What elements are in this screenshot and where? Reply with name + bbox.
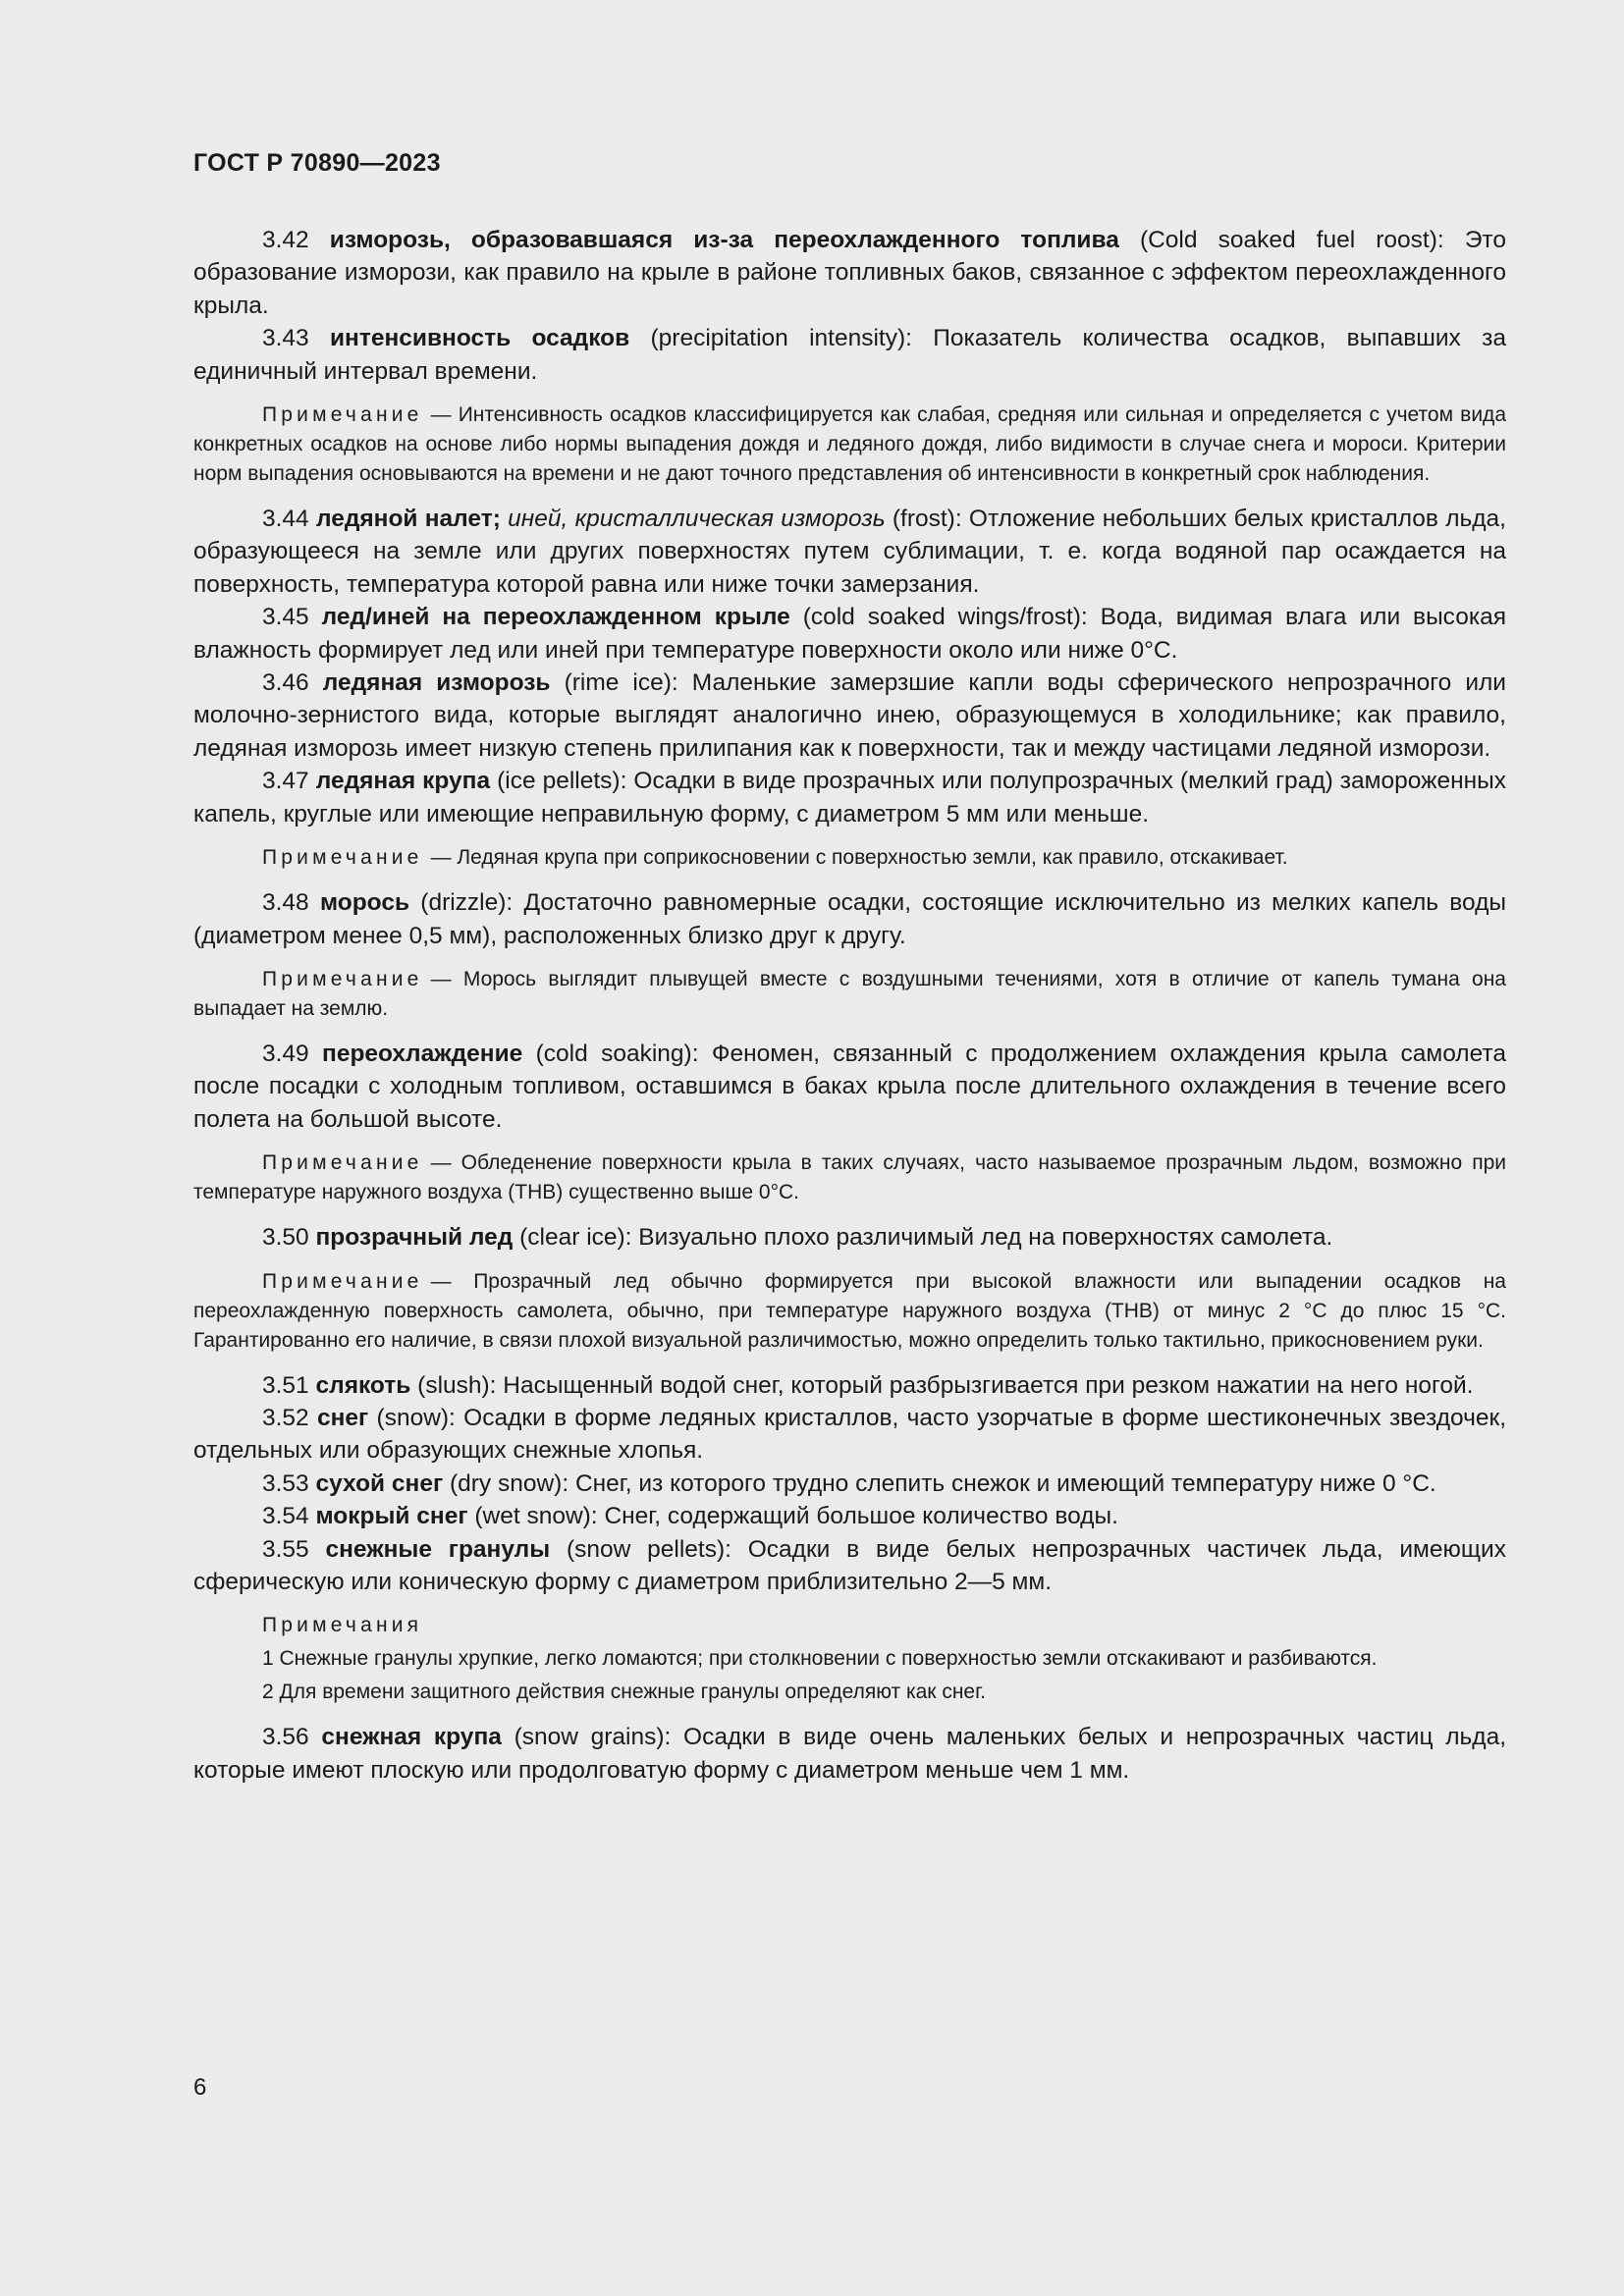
term-title: снежные гранулы	[325, 1535, 551, 1563]
term-title: сухой снег	[315, 1469, 444, 1497]
term-3-54: 3.54 мокрый снег (wet snow): Снег, содержащий большое количество воды.	[262, 1503, 1118, 1530]
note-3-49: Примечание — Обледенение поверхности крыла в таких случаях, часто называемое прозрачным льдом, возможно при температуре наружного воздуха (ТНВ) существенно выше 0°С.	[193, 1151, 1506, 1204]
note-3-50: Примечание — Прозрачный лед обычно формируется при высокой влажности или выпадении осадков на переохлажденную поверхность самолета, обычно, при температуре наружного воздуха (ТНВ) от минус 2 °С до плюс 15 °С. Гарантированно его наличие, в связи плохой визуальной различимостью, можно определить только тактильно, прикосновением руки.	[193, 1269, 1506, 1352]
notes-label: Примечания	[262, 1614, 423, 1637]
term-title: ледяной налет;	[315, 506, 501, 533]
term-3-46: 3.46 ледяная изморозь (rime ice): Маленькие замерзшие капли воды сферического непрозрачного или молочно-зернистого вида, которые выглядят аналогично инею, образующемуся в холодильнике; как правило, ледяная изморозь имеет низкую степень прилипания как к поверхности, так и между частицами ледяной изморози.	[193, 669, 1506, 762]
term-title: интенсивность осадков	[330, 325, 630, 352]
term-3-51: 3.51 слякоть (slush): Насыщенный водой снег, который разбрызгивается при резком нажатии на него ногой.	[262, 1371, 1474, 1399]
term-3-56: 3.56 снежная крупа (snow grains): Осадки в виде очень маленьких белых и непрозрачных частиц льда, которые имеют плоскую или продолговатую форму с диаметром меньше чем 1 мм.	[193, 1724, 1506, 1784]
notes-3-55-label	[193, 1611, 1506, 1640]
term-title: морось	[319, 889, 410, 917]
term-title: снежная крупа	[321, 1724, 502, 1751]
term-3-48: 3.48 морось (drizzle): Достаточно равномерные осадки, состоящие исключительно из мелких капель воды (диаметром менее 0,5 мм), расположенных близко друг к другу.	[193, 889, 1507, 949]
note-3-48: Примечание — Морось выглядит плывущей вместе с воздушными течениями, хотя в отличие от капель тумана она выпадает на землю.	[193, 967, 1506, 1020]
note-label: Примечание	[262, 403, 423, 427]
term-3-49: 3.49 переохлаждение (cold soaking): Феномен, связанный с продолжением охлаждения крыла самолета после посадки с холодным топливом, оставшимся в баках крыла после длительного охлаждения в течение всего полета на большой высоте.	[193, 1040, 1506, 1133]
term-title: лед/иней на переохлажденном крыле	[321, 604, 790, 631]
term-title: слякоть	[315, 1371, 411, 1399]
term-3-44: 3.44 ледяной налет; иней, кристаллическая изморозь (frost): Отложение небольших белых кристаллов льда, образующееся на земле или других поверхностях путем сублимации, т. е. когда водяной пар осаждается на поверхность, температура которой равна или ниже точки замерзания.	[193, 506, 1506, 598]
term-title: переохлаждение	[322, 1040, 523, 1067]
term-title: прозрачный лед	[315, 1224, 514, 1252]
term-3-45: 3.45 лед/иней на переохлажденном крыле (cold soaked wings/frost): Вода, видимая влага или высокая влажность формирует лед или иней при температуре поверхности около или ниже 0°С.	[193, 604, 1506, 664]
note-label: Примечание	[262, 1151, 423, 1175]
term-title: изморозь, образовавшаяся из-за переохлажденного топлива	[329, 227, 1119, 253]
note-label: Примечание	[262, 967, 423, 990]
term-title: ледяная крупа	[315, 768, 491, 795]
note-label: Примечание	[262, 846, 423, 870]
term-3-42: 3.42 изморозь, образовавшаяся из-за переохлажденного топлива (Cold soaked fuel roost): Это образование изморози, как правило на крыле в районе топливных баков, связанное с эффектом переохлажденного крыла.	[193, 227, 1506, 319]
term-title: мокрый снег	[315, 1503, 468, 1530]
term-3-47: 3.47 ледяная крупа (ice pellets): Осадки в виде прозрачных или полупрозрачных (мелкий град) замороженных капель, круглые или имеющие неправильную форму, с диаметром 5 мм или меньше.	[193, 768, 1507, 828]
note-label: Примечание	[262, 1269, 423, 1293]
term-3-43: 3.43 интенсивность осадков (precipitation intensity): Показатель количества осадков, выпавших за единичный интервал времени.	[193, 325, 1506, 385]
note-3-43: Примечание — Интенсивность осадков классифицируется как слабая, средняя или сильная и определяется с учетом вида конкретных осадков на основе либо нормы выпадения дождя и ледяного дождя, либо видимости в случае снега и мороси. Критерии норм выпадения основываются на времени и не дают точного представления об интенсивности в конкретный срок наблюдения.	[193, 403, 1506, 486]
term-title: ледяная изморозь	[322, 669, 551, 697]
term-3-52: 3.52 снег (snow): Осадки в форме ледяных кристаллов, часто узорчатые в форме шестиконечных звездочек, отдельных или образующих снежные хлопья.	[193, 1404, 1507, 1465]
term-synonyms: иней, кристаллическая изморозь	[508, 506, 886, 533]
term-title: снег	[316, 1404, 369, 1431]
note-3-55-1: 1 Снежные гранулы хрупкие, легко ломаются; при столкновении с поверхностью земли отскакивают и разбиваются.	[262, 1647, 1378, 1671]
document-header: ГОСТ Р 70890—2023	[193, 149, 441, 177]
document-body	[193, 224, 1506, 1787]
note-3-55-2: 2 Для времени защитного действия снежные гранулы определяют как снег.	[262, 1681, 987, 1704]
term-3-55: 3.55 снежные гранулы (snow pellets): Осадки в виде белых непрозрачных частичек льда, имеющих сферическую или коническую форму с диаметром приблизительно 2—5 мм.	[193, 1535, 1506, 1595]
term-3-50: 3.50 прозрачный лед (clear ice): Визуально плохо различимый лед на поверхностях самолета.	[262, 1224, 1333, 1252]
page-number: 6	[193, 2074, 207, 2101]
note-3-47: Примечание — Ледяная крупа при соприкосновении с поверхностью земли, как правило, отскакивает.	[262, 846, 1288, 870]
term-3-53: 3.53 сухой снег (dry snow): Снег, из которого трудно слепить снежок и имеющий температуру ниже 0 °С.	[262, 1469, 1436, 1497]
